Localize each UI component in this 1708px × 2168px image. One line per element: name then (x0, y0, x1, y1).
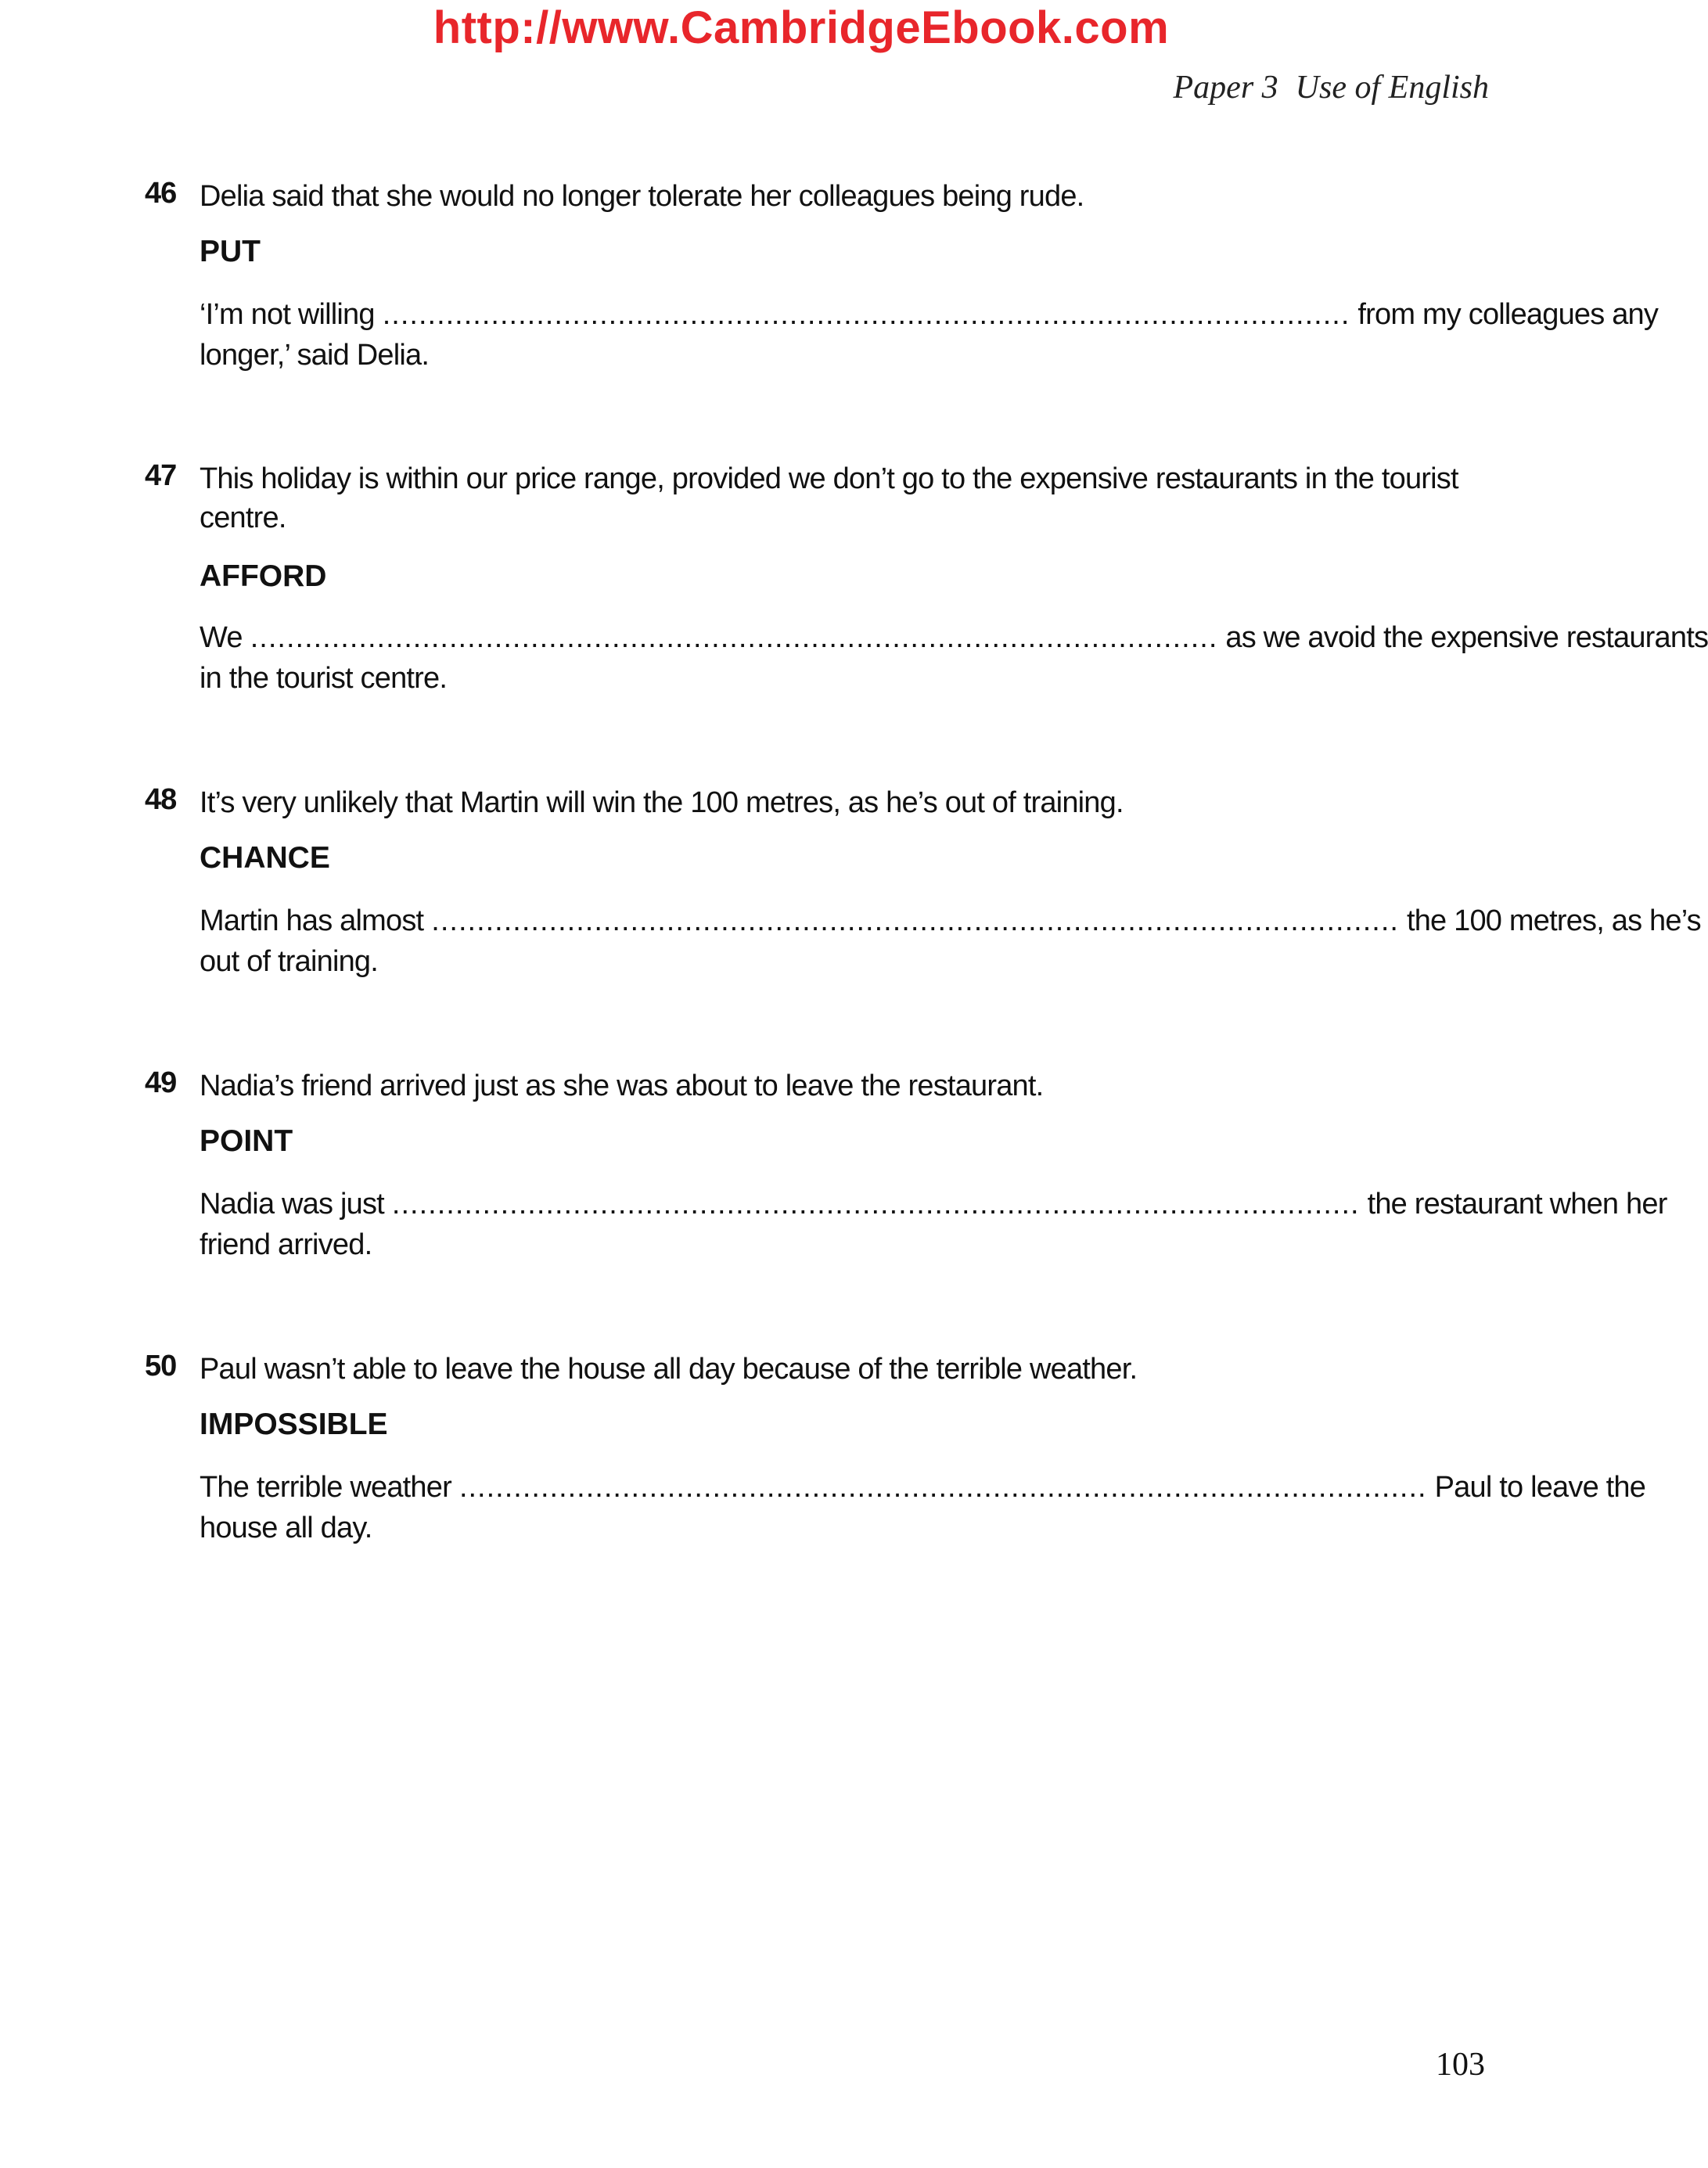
answer-gap-sentence (200, 1467, 1646, 1548)
question-number: 50 (145, 1350, 177, 1382)
answer-blank[interactable]: ........................................................................................................... (391, 1188, 1360, 1221)
answer-continuation: out of training. (200, 945, 379, 978)
page-number: 103 (1436, 2047, 1485, 2083)
answer-continuation: in the tourist centre. (200, 662, 448, 695)
question-sentence: This holiday is within our price range, provided we don’t go to the expensive restaurants in the tourist centre. (200, 462, 1458, 534)
answer-start: We (200, 621, 243, 654)
question-sentence: It’s very unlikely that Martin will win the 100 metres, as he’s out of training. (200, 786, 1124, 819)
question-number: 46 (145, 177, 177, 210)
answer-continuation: friend arrived. (200, 1228, 372, 1261)
question-keyword: IMPOSSIBLE (200, 1408, 388, 1441)
running-head (1174, 69, 1489, 106)
answer-blank[interactable]: ........................................................................................................... (431, 904, 1399, 937)
question-number: 48 (145, 783, 177, 816)
answer-end: the 100 metres, as he’s (1406, 904, 1701, 937)
answer-end: from my colleagues any (1357, 298, 1659, 331)
paper-label: Paper 3 (1173, 70, 1278, 106)
answer-blank[interactable]: ........................................................................................................... (458, 1471, 1427, 1504)
question-sentence: Nadia’s friend arrived just as she was about to leave the restaurant. (200, 1070, 1044, 1102)
answer-start: Nadia was just (200, 1188, 384, 1221)
question-keyword: CHANCE (200, 841, 330, 875)
answer-continuation: longer,’ said Delia. (200, 339, 430, 372)
section-label: Use of English (1295, 70, 1489, 106)
question-keyword: POINT (200, 1124, 293, 1158)
question-number: 49 (145, 1066, 177, 1099)
watermark-url: http://www.CambridgeEbook.com (433, 2, 1170, 53)
answer-blank[interactable]: ........................................................................................................... (382, 298, 1350, 331)
answer-gap-sentence (200, 1184, 1667, 1265)
answer-start: The terrible weather (200, 1471, 451, 1504)
answer-start: Martin has almost (200, 904, 424, 937)
answer-end: Paul to leave the (1434, 1471, 1646, 1504)
question-keyword: AFFORD (200, 559, 327, 593)
answer-gap-sentence (200, 294, 1659, 376)
answer-start: ‘I’m not willing (200, 298, 375, 331)
question-keyword: PUT (200, 235, 261, 268)
question-sentence: Paul wasn’t able to leave the house all day because of the terrible weather. (200, 1353, 1138, 1386)
question-sentence: Delia said that she would no longer tolerate her colleagues being rude. (200, 180, 1084, 213)
answer-continuation: house all day. (200, 1512, 372, 1544)
answer-gap-sentence (200, 901, 1701, 982)
question-number: 47 (145, 459, 177, 492)
answer-end: as we avoid the expensive restaurants (1225, 621, 1708, 654)
answer-gap-sentence (200, 617, 1708, 699)
answer-blank[interactable]: ........................................................................................................... (250, 621, 1218, 654)
answer-end: the restaurant when her (1367, 1188, 1667, 1221)
